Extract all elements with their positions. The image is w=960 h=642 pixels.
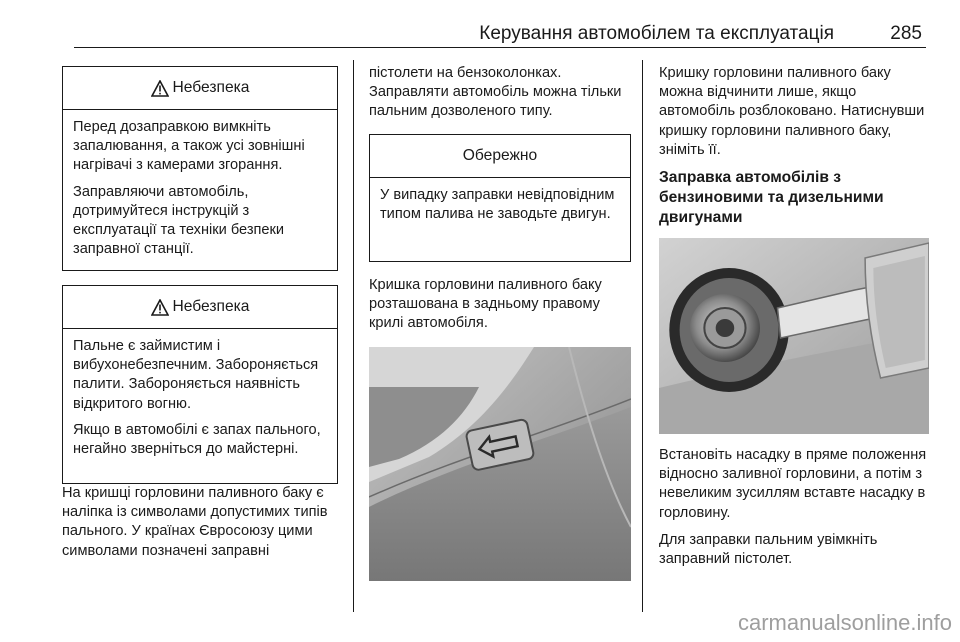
watermark: carmanualsonline.info [737, 610, 952, 635]
body-text: На кришці горловини паливного баку є наліпка із символами допустимих типів пального. У країнах Євросоюзу цими символами позначені заправні [62, 485, 328, 559]
section-heading: Заправка автомобілів з бензиновими та дизельними двигунами [659, 169, 884, 227]
warning-triangle-icon [151, 80, 169, 97]
warning-title: Небезпека [172, 298, 250, 316]
warning-box-2 [62, 285, 338, 484]
warning-box-header [63, 286, 337, 329]
body-text: Кришку горловини паливного баку можна відчинити лише, якщо автомобіль розблоковано. Натиснувши кришку горловини паливного баку, зніміть її. [659, 65, 925, 158]
column-2 [369, 64, 631, 593]
warning-paragraph: Пальне є займистим і вибухонебезпечним. Забороняється палити. Забороняється наявність відкритого вогню. [73, 338, 319, 412]
column-divider-2 [642, 60, 643, 612]
column-3 [659, 64, 929, 577]
column-1 [62, 66, 338, 569]
warning-title: Небезпека [172, 79, 250, 97]
header-rule [74, 47, 926, 48]
caution-box-header: Обережно [370, 135, 630, 178]
warning-box-body [63, 110, 337, 270]
caution-box [369, 134, 631, 262]
warning-triangle-icon [151, 299, 169, 316]
page-number: 285 [890, 23, 922, 44]
body-text: Встановіть насадку в пряме положення відносно заливної горловини, а потім з невеликим зусиллям вставте насадку в горловину. [659, 447, 927, 521]
warning-paragraph: Заправляючи автомобіль, дотримуйтеся інструкцій з експлуатації та техніки безпеки заправної станції. [73, 183, 285, 258]
page-title: Керування автомобілем та експлуатація [479, 23, 834, 44]
body-text: пістолети на бензоколонках. Заправляти автомобіль можна тільки пальним дозволеного типу. [369, 65, 622, 120]
warning-box-body [63, 329, 337, 470]
warning-box-1 [62, 66, 338, 271]
warning-paragraph: Якщо в автомобілі є запах пального, негайно зверніться до майстерні. [73, 421, 321, 458]
caution-text: У випадку заправки невідповідним типом палива не заводьте двигун. [380, 186, 615, 222]
page-header [74, 22, 926, 46]
body-text: Для заправки пальним увімкніть заправний пістолет. [659, 531, 878, 568]
column-divider-1 [353, 60, 354, 612]
fuel-flap-closed-image [369, 347, 631, 581]
warning-paragraph: Перед дозаправкою вимкніть запалювання, а також усі зовнішні нагрівачі з камерами згорання. [73, 119, 305, 174]
warning-box-header [63, 67, 337, 110]
caution-box-body [370, 178, 630, 235]
fuel-filler-open-image [659, 238, 929, 434]
body-text: Кришка горловини паливного баку розташована в задньому правому крилі автомобіля. [369, 276, 602, 332]
